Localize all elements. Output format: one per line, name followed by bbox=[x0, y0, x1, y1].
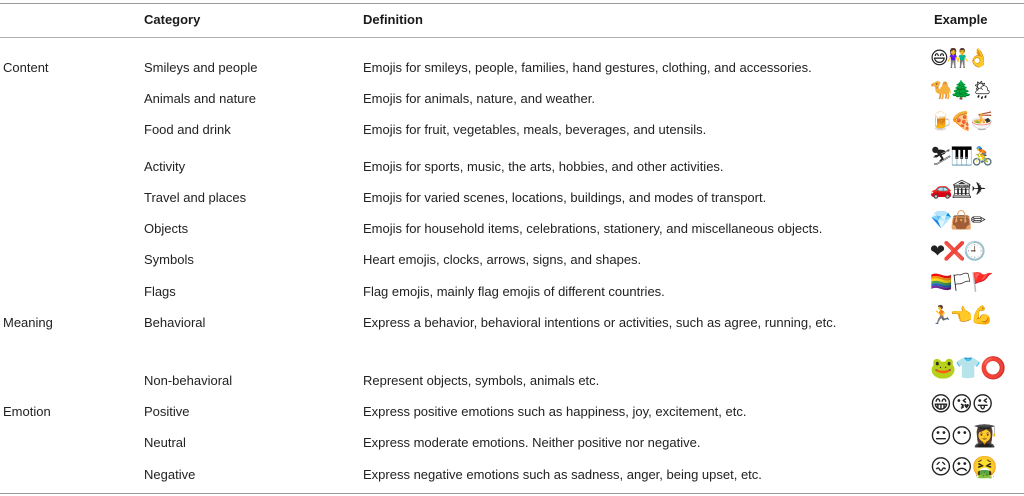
header-definition: Definition bbox=[363, 12, 423, 27]
header-rule bbox=[0, 37, 1024, 38]
row-category: Positive bbox=[144, 404, 190, 419]
row-example-emojis: 🚗🏛✈ bbox=[930, 179, 985, 200]
row-category: Animals and nature bbox=[144, 91, 257, 106]
row-example-emojis: 😐😶👩‍🎓 bbox=[930, 424, 997, 448]
table-bottom-rule bbox=[0, 493, 1024, 494]
row-example-emojis: 😖☹🤮 bbox=[930, 455, 997, 479]
row-example-emojis: 💎👜✏ bbox=[930, 210, 984, 231]
row-category: Food and drink bbox=[144, 122, 231, 137]
row-definition: Emojis for household items, celebrations, stationery, and miscellaneous objects. bbox=[363, 221, 823, 236]
row-category: Objects bbox=[144, 221, 189, 236]
row-definition: Express negative emotions such as sadness, anger, being upset, etc. bbox=[363, 467, 762, 482]
row-category: Flags bbox=[144, 284, 176, 299]
row-definition: Emojis for smileys, people, families, hand gestures, clothing, and accessories. bbox=[363, 60, 812, 75]
row-example-emojis: ⛷🎹🚴 bbox=[930, 146, 992, 167]
row-category: Neutral bbox=[144, 435, 186, 450]
row-example-emojis: 😄👫👌 bbox=[930, 48, 988, 69]
row-definition: Express moderate emotions. Neither positive nor negative. bbox=[363, 435, 701, 450]
row-category: Non-behavioral bbox=[144, 373, 233, 388]
header-category: Category bbox=[144, 12, 201, 27]
row-definition: Emojis for varied scenes, locations, buildings, and modes of transport. bbox=[363, 190, 767, 205]
row-definition: Express positive emotions such as happiness, joy, excitement, etc. bbox=[363, 404, 747, 419]
row-definition: Heart emojis, clocks, arrows, signs, and shapes. bbox=[363, 252, 642, 267]
row-category: Symbols bbox=[144, 252, 194, 267]
row-group: Content bbox=[3, 60, 49, 75]
row-definition: Flag emojis, mainly flag emojis of different countries. bbox=[363, 284, 665, 299]
row-category: Behavioral bbox=[144, 315, 206, 330]
row-example-emojis: 🏃👈💪 bbox=[930, 305, 992, 326]
row-category: Activity bbox=[144, 159, 186, 174]
row-example-emojis: ❤❌🕘 bbox=[930, 241, 984, 262]
row-group: Emotion bbox=[3, 404, 51, 419]
row-category: Negative bbox=[144, 467, 196, 482]
row-definition: Emojis for fruit, vegetables, meals, beverages, and utensils. bbox=[363, 122, 707, 137]
row-definition: Emojis for animals, nature, and weather. bbox=[363, 91, 595, 106]
header-example: Example bbox=[934, 12, 988, 27]
row-example-emojis: 🐸👕⭕ bbox=[930, 356, 1006, 380]
row-definition: Emojis for sports, music, the arts, hobbies, and other activities. bbox=[363, 159, 724, 174]
row-example-emojis: 😁😘😜 bbox=[930, 392, 993, 416]
row-category: Smileys and people bbox=[144, 60, 258, 75]
row-definition: Represent objects, symbols, animals etc. bbox=[363, 373, 600, 388]
table-top-rule bbox=[0, 3, 1024, 4]
row-category: Travel and places bbox=[144, 190, 247, 205]
row-group: Meaning bbox=[3, 315, 53, 330]
row-example-emojis: 🐪🌲🌦 bbox=[930, 80, 992, 101]
row-example-emojis: 🍺🍕🍜 bbox=[930, 111, 992, 132]
row-definition: Express a behavior, behavioral intentions or activities, such as agree, running, etc. bbox=[363, 315, 837, 330]
row-example-emojis: 🏳‍🌈🏳🚩 bbox=[930, 272, 992, 293]
